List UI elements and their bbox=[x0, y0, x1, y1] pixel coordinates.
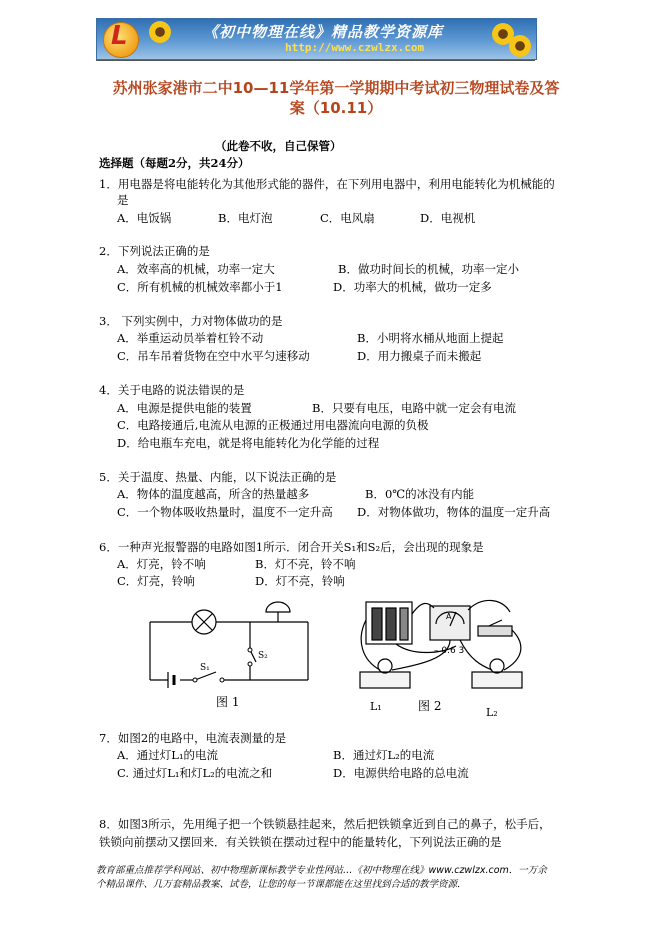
fig2-l1-label: L₁ bbox=[370, 700, 382, 713]
option: B．小明将水桶从地面上提起 bbox=[357, 331, 504, 345]
option: D．对物体做功，物体的温度一定升高 bbox=[357, 505, 551, 519]
figure-2-caption: 图 2 bbox=[418, 699, 442, 713]
fig2-meter-scale: – 0.6 3 bbox=[434, 646, 465, 656]
battery-icon bbox=[168, 672, 174, 688]
option: D．用力搬桌子而未搬起 bbox=[357, 349, 482, 363]
fig1-s1-label: S₁ bbox=[200, 663, 210, 673]
question-stem: 5．关于温度、热量、内能，以下说法正确的是 bbox=[99, 470, 337, 484]
option: C．电路接通后,电流从电源的正极通过用电器流向电源的负极 bbox=[117, 418, 429, 432]
header-divider bbox=[96, 60, 535, 61]
header-banner bbox=[96, 18, 537, 60]
option: C．一个物体吸收热量时，温度不一定升高 bbox=[117, 505, 333, 519]
fig2-l2-label: L₂ bbox=[486, 706, 498, 719]
option: A．电饭锅 bbox=[117, 211, 172, 225]
lamp-l1-icon bbox=[378, 659, 392, 673]
question-stem: 是 bbox=[117, 193, 129, 207]
figure-2-circuit bbox=[352, 590, 532, 720]
sunflower-icon bbox=[149, 21, 171, 43]
switch-s1-icon bbox=[195, 672, 216, 680]
question-stem: 铁锁向前摆动又摆回来．有关铁锁在摆动过程中的能量转化，下列说法正确的是 bbox=[99, 835, 502, 849]
page-title-line: 苏州张家港市二中10—11学年第一学期期中考试初三物理试卷及答 bbox=[112, 79, 560, 97]
option: C．灯亮，铃响 bbox=[117, 574, 195, 588]
option: B．电灯泡 bbox=[218, 211, 273, 225]
figure-1-caption: 图 1 bbox=[216, 695, 240, 709]
question-stem: 1．用电器是将电能转化为其他形式能的器件，在下列用电器中，利用电能转化为机械能的 bbox=[99, 177, 555, 191]
lamp-l1-base-icon bbox=[360, 672, 410, 688]
option: D．给电瓶车充电，就是将电能转化为化学能的过程 bbox=[117, 436, 380, 450]
option: C．所有机械的机械效率都小于1 bbox=[117, 280, 283, 294]
question-stem: 8．如图3所示，先用绳子把一个铁锁悬挂起来，然后把铁锁拿近到自己的鼻子，松手后， bbox=[99, 817, 551, 831]
option: A．举重运动员举着杠铃不动 bbox=[117, 331, 264, 345]
bell-icon bbox=[266, 602, 290, 612]
option: D．电视机 bbox=[420, 211, 476, 225]
option: B．0℃的冰没有内能 bbox=[365, 487, 475, 501]
option: A．电源是提供电能的装置 bbox=[117, 401, 252, 415]
option: D．电源供给电路的总电流 bbox=[333, 766, 469, 780]
option: C．吊车吊着货物在空中水平匀速移动 bbox=[117, 349, 310, 363]
exam-note: （此卷不收，自己保管） bbox=[215, 139, 342, 153]
option: C. 通过灯L₁和灯L₂的电流之和 bbox=[117, 766, 273, 780]
question-stem: 4．关于电路的说法错误的是 bbox=[99, 383, 245, 397]
footer-line: 个精品课件、几万套精品教案、试卷，让您的每一节课都能在这里找到合适的教学资源． bbox=[96, 879, 467, 890]
question-stem: 3． 下列实例中，力对物体做功的是 bbox=[99, 314, 283, 328]
lamp-l2-base-icon bbox=[472, 672, 522, 688]
banner-title: 《初中物理在线》精品教学资源库 bbox=[203, 23, 444, 41]
option: B．灯不亮，铃不响 bbox=[255, 557, 356, 571]
option: A．效率高的机械，功率一定大 bbox=[117, 262, 275, 276]
question-stem: 6．一种声光报警器的电路如图1所示．闭合开关S₁和S₂后，会出现的现象是 bbox=[99, 540, 484, 554]
option: B．通过灯L₂的电流 bbox=[333, 748, 435, 762]
fig1-s2-label: S₂ bbox=[258, 651, 268, 661]
option: B．只要有电压，电路中就一定会有电流 bbox=[312, 401, 516, 415]
banner-url[interactable]: http://www.czwlzx.com bbox=[285, 41, 425, 54]
page-footer bbox=[96, 864, 566, 892]
page-title bbox=[96, 78, 576, 118]
option: A．通过灯L₁的电流 bbox=[117, 748, 219, 762]
option: D．灯不亮，铃响 bbox=[255, 574, 345, 588]
option: A．灯亮，铃不响 bbox=[117, 557, 206, 571]
sunflower-icon bbox=[509, 35, 531, 57]
option: D．功率大的机械，做功一定多 bbox=[333, 280, 492, 294]
lamp-l2-icon bbox=[490, 659, 504, 673]
option: B．做功时间长的机械，功率一定小 bbox=[338, 262, 519, 276]
page-title-line: 案（10.11） bbox=[289, 99, 383, 117]
footer-line: 教育部重点推荐学科网站、初中物理新课标教学专业性网站…《初中物理在线》www.czwlzx.com．一万余 bbox=[96, 865, 547, 876]
option: C．电风扇 bbox=[320, 211, 375, 225]
logo-mark-icon: L bbox=[111, 21, 128, 51]
option: A．物体的温度越高，所含的热量越多 bbox=[117, 487, 310, 501]
question-stem: 7．如图2的电路中，电流表测量的是 bbox=[99, 731, 287, 745]
figure-1-circuit bbox=[140, 598, 320, 713]
section-heading: 选择题（每题2分，共24分） bbox=[99, 156, 250, 170]
question-stem: 2．下列说法正确的是 bbox=[99, 244, 210, 258]
fig2-meter-unit: A bbox=[446, 612, 452, 621]
